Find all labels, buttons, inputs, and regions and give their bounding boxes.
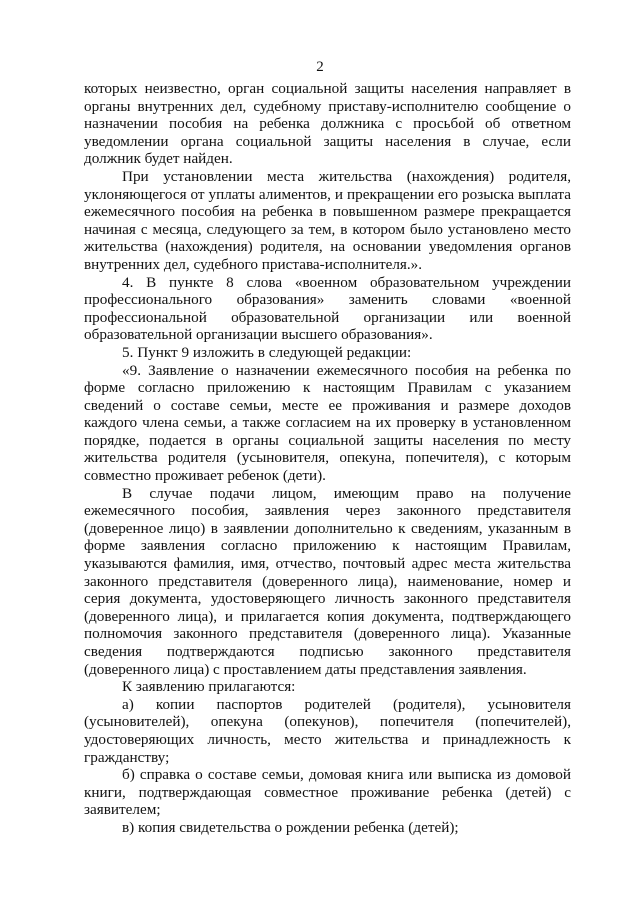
paragraph: а) копии паспортов родителей (родителя), усыновителя (усыновителей), опекуна (опекунов), попечителя (попечителей), удостоверяющих личность, место жительства и принадлежность к гражданству; [84, 695, 571, 766]
paragraph: В случае подачи лицом, имеющим право на получение ежемесячного пособия, заявления через законного представителя (доверенное лицо) в заявлении дополнительно к сведениям, указанным в форме заявления согласно приложению к настоящим Правилам, указываются фамилия, имя, отчество, почтовый адрес места жительства законного представителя (доверенного лица), наименование, номер и серия документа, удостоверяющего личность законного представителя (доверенного лица), и прилагается копия документа, подтверждающего полномочия законного представителя (доверенного лица). Указанные сведения подтверждаются подписью законного представителя (доверенного лица) с проставлением даты представления заявления. [84, 484, 571, 678]
paragraph: 4. В пункте 8 слова «военном образовательном учреждении профессионального образования» заменить словами «военной профессиональной образовательной организации или военной образовательной организации высшего образования». [84, 273, 571, 344]
paragraph: «9. Заявление о назначении ежемесячного пособия на ребенка по форме согласно приложению к настоящим Правилам с указанием сведений о составе семьи, месте ее проживания и размере доходов каждого члена семьи, а также согласием на их проверку в установленном порядке, подается в органы социальной защиты населения по месту жительства родителя (усыновителя, опекуна, попечителя), с которым совместно проживает ребенок (дети). [84, 361, 571, 485]
paragraph: К заявлению прилагаются: [122, 678, 296, 696]
paragraph: При установлении места жительства (нахождения) родителя, уклоняющегося от уплаты алиментов, и прекращении его розыска выплата ежемесячного пособия на ребенка в повышенном размере прекращается начиная с месяца, следующего за тем, в котором было установлено место жительства (нахождения) родителя, на основании уведомления органов внутренних дел, судебного пристава-исполнителя.». [84, 167, 571, 273]
page-number: 2 [316, 59, 324, 75]
document-body [84, 80, 571, 837]
paragraph: в) копия свидетельства о рождении ребенка (детей); [122, 818, 459, 836]
paragraph: 5. Пункт 9 изложить в следующей редакции: [122, 343, 412, 361]
paragraph: б) справка о составе семьи, домовая книга или выписка из домовой книги, подтверждающая совместное проживание ребенка (детей) с заявителем; [84, 766, 571, 819]
paragraph: которых неизвестно, орган социальной защиты населения направляет в органы внутренних дел, судебному приставу-исполнителю сообщение о назначении пособия на ребенка должника с просьбой об ответном уведомлении органа социальной защиты населения в случае, если должник будет найден. [84, 80, 571, 168]
